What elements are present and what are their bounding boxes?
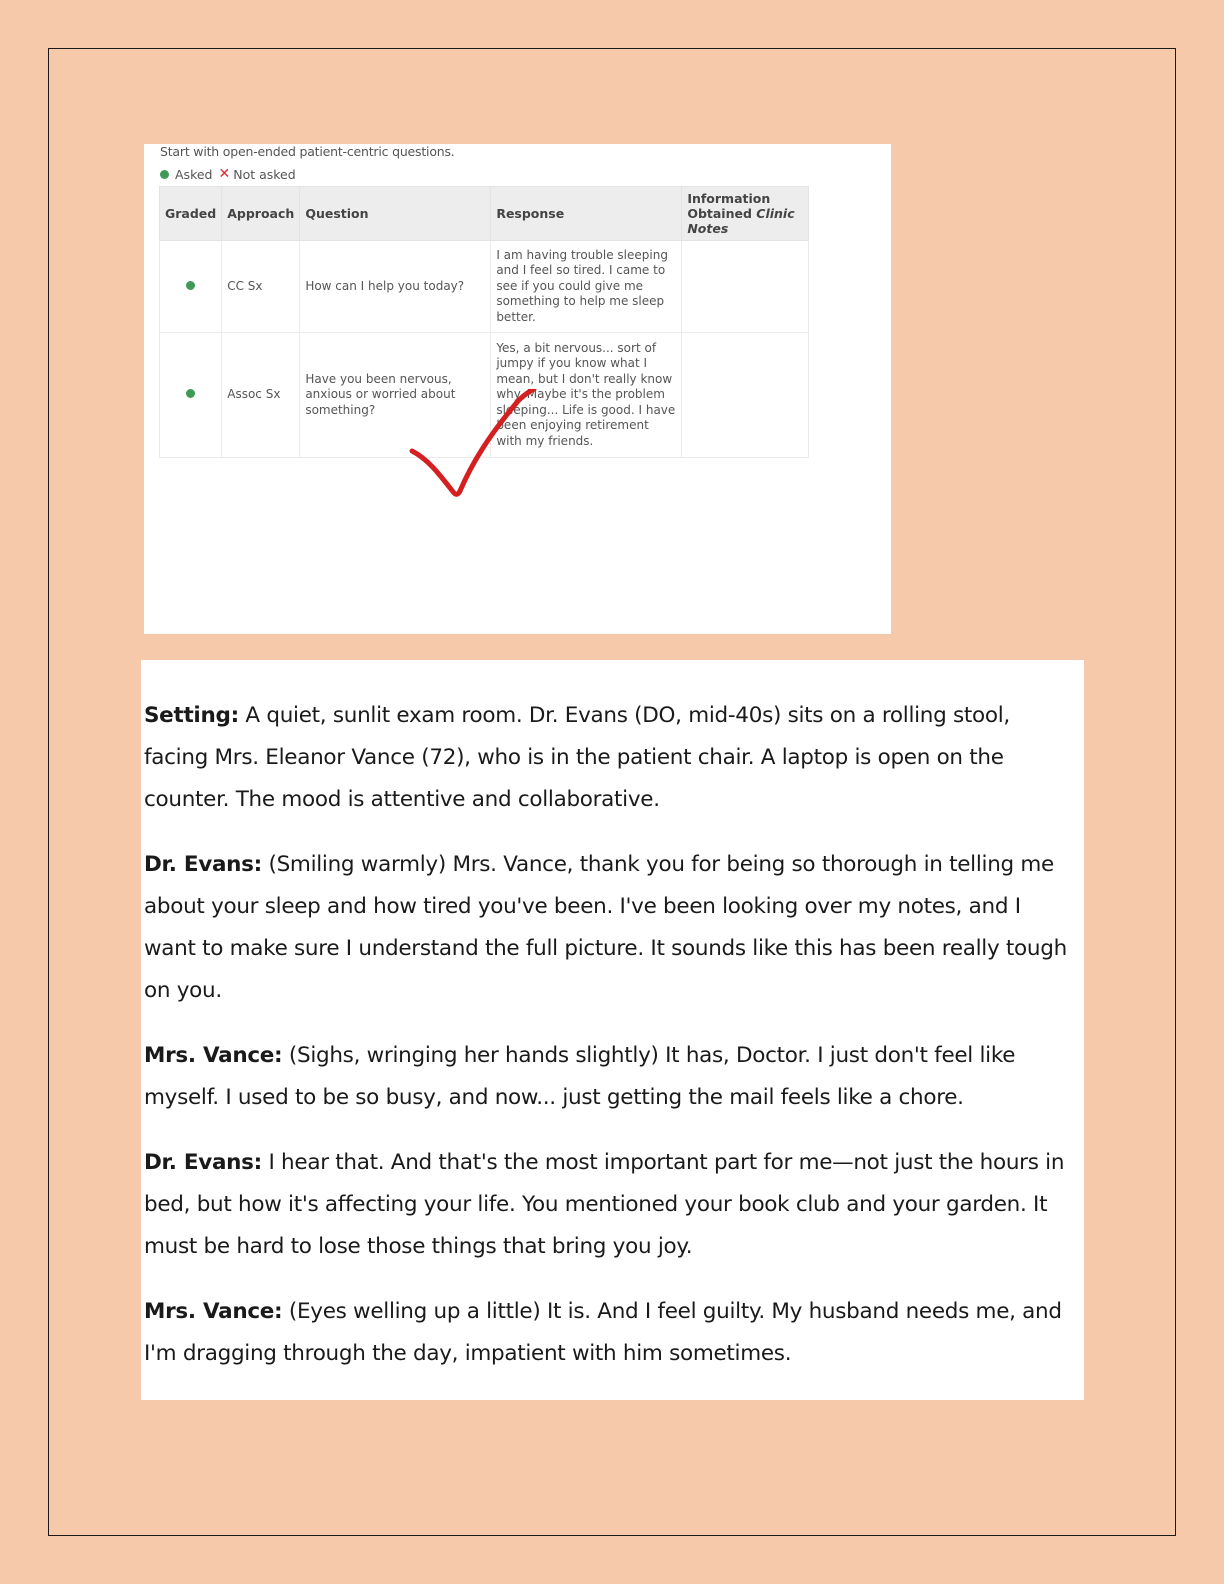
legend-not-asked: Not asked [233, 166, 296, 182]
embedded-screenshot [144, 144, 891, 634]
header-question: Question [300, 187, 491, 241]
response-cell: Yes, a bit nervous... sort of jumpy if you know what I mean, but I don't really know why. Maybe it's the problem sleeping... Life is good. I have been enjoying retirement with my friends. [491, 333, 682, 458]
paragraph-text: I hear that. And that's the most important part for me—not just the hours in bed, but how it's affecting your life. You mentioned your book club and your garden. It must be hard to lose those things that bring you joy. [144, 1150, 1065, 1259]
speaker-label: Dr. Evans: [144, 852, 262, 877]
asked-dot-icon [160, 170, 169, 179]
instruction-text: Start with open-ended patient-centric questions. [160, 144, 455, 159]
script-paragraph [144, 1142, 1076, 1268]
paragraph-text: (Eyes welling up a little) It is. And I feel guilty. My husband needs me, and I'm dragging through the day, impatient with him sometimes. [144, 1299, 1062, 1366]
asked-dot-icon [186, 389, 195, 398]
header-information [682, 187, 809, 241]
script-paragraph [144, 1291, 1076, 1375]
header-response: Response [491, 187, 682, 241]
header-graded: Graded [160, 187, 222, 241]
question-cell: How can I help you today? [300, 241, 491, 333]
header-approach: Approach [222, 187, 300, 241]
approach-cell: CC Sx [222, 241, 300, 333]
script-body [144, 695, 1076, 1398]
speaker-label: Setting: [144, 703, 239, 728]
speaker-label: Mrs. Vance: [144, 1299, 283, 1324]
approach-cell: Assoc Sx [222, 333, 300, 458]
response-cell: I am having trouble sleeping and I feel so tired. I came to see if you could give me something to help me sleep better. [491, 241, 682, 333]
legend [160, 166, 302, 182]
speaker-label: Mrs. Vance: [144, 1043, 283, 1068]
table-header-row [160, 187, 809, 241]
header-info-line1: Information [687, 191, 771, 206]
legend-asked: Asked [175, 166, 213, 182]
graded-cell [160, 333, 222, 458]
info-cell [682, 333, 809, 458]
script-paragraph [144, 695, 1076, 821]
header-info-line2: Obtained [687, 206, 752, 221]
not-asked-x-icon: ✕ [218, 166, 231, 182]
info-cell [682, 241, 809, 333]
paragraph-text: (Sighs, wringing her hands slightly) It has, Doctor. I just don't feel like myself. I used to be so busy, and now... just getting the mail feels like a chore. [144, 1043, 1016, 1110]
script-paragraph [144, 844, 1076, 1012]
table-row [160, 241, 809, 333]
red-checkmark-icon [406, 389, 566, 499]
graded-cell [160, 241, 222, 333]
header-info-italic: Clinic Notes [687, 206, 795, 236]
speaker-label: Dr. Evans: [144, 1150, 262, 1175]
paragraph-text: (Smiling warmly) Mrs. Vance, thank you for being so thorough in telling me about your sleep and how tired you've been. I've been looking over my notes, and I want to make sure I understand the full picture. It sounds like this has been really tough on you. [144, 852, 1067, 1003]
question-cell: Have you been nervous, anxious or worried about something? [300, 333, 491, 458]
asked-dot-icon [186, 281, 195, 290]
paragraph-text: A quiet, sunlit exam room. Dr. Evans (DO, mid-40s) sits on a rolling stool, facing Mrs. Eleanor Vance (72), who is in the patient chair. A laptop is open on the counter. The mood is attentive and collaborative. [144, 703, 1010, 812]
script-paragraph [144, 1035, 1076, 1119]
script-text-box [141, 660, 1084, 1400]
